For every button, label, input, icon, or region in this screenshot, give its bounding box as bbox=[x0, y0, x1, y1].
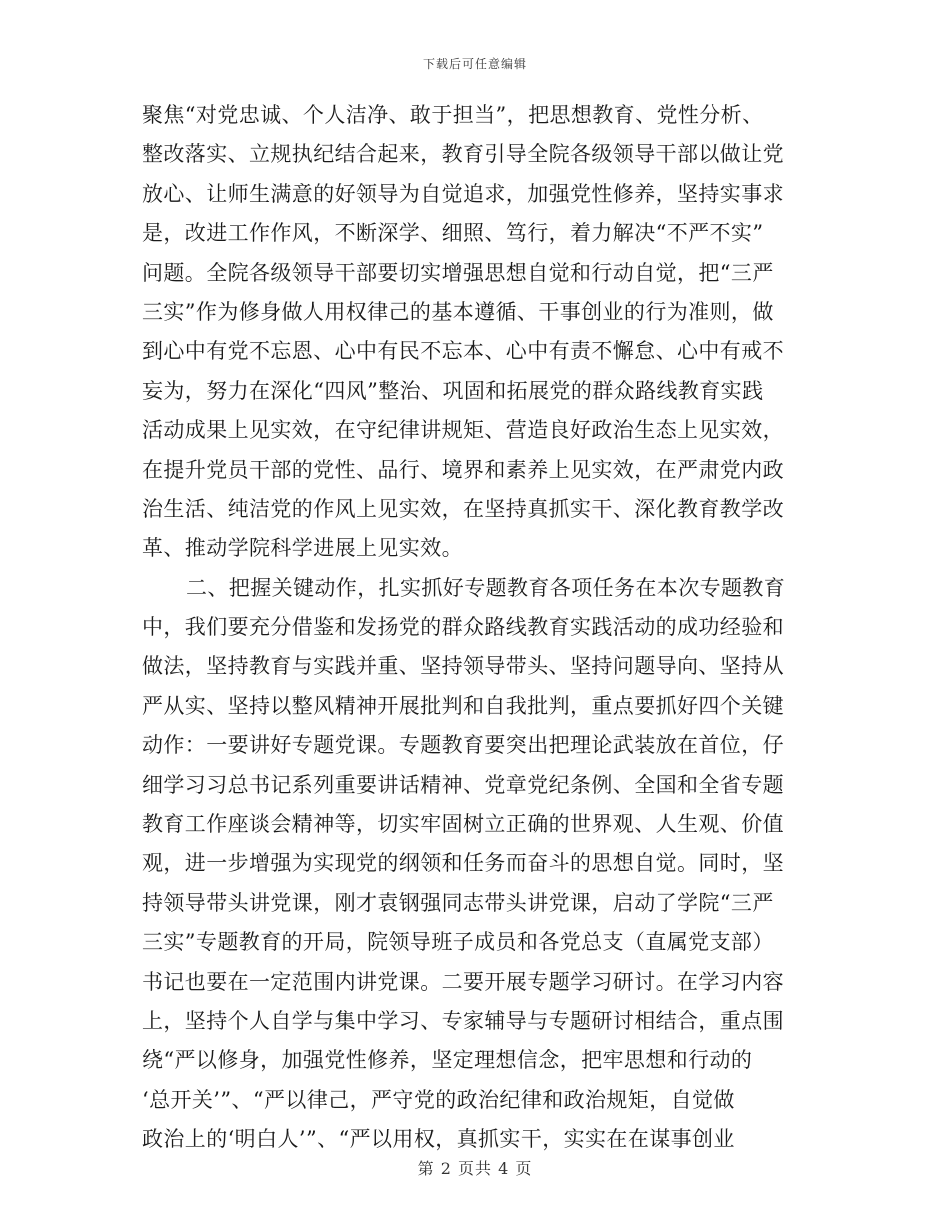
text-line: 问题。全院各级领导干部要切实增强思想自觉和行动自觉，把“三严 bbox=[142, 260, 774, 285]
text-line: 绕“严以修身，加强党性修养，坚定理想信念，把牢思想和行动的 bbox=[142, 1048, 753, 1073]
text-line: 在提升党员干部的党性、品行、境界和素养上见实效，在严肃党内政 bbox=[142, 457, 784, 482]
document-body bbox=[142, 96, 810, 1160]
text-line: 细学习习总书记系列重要讲话精神、党章党纪条例、全国和全省专题 bbox=[142, 772, 784, 797]
text-line: 书记也要在一定范围内讲党课。二要开展专题学习研讨。在学习内容 bbox=[142, 969, 784, 994]
text-line: 整改落实、立规执纪结合起来，教育引导全院各级领导干部以做让党 bbox=[142, 142, 784, 167]
text-line: 动作：一要讲好专题党课。专题教育要突出把理论武装放在首位，仔 bbox=[142, 733, 784, 758]
text-line: 中，我们要充分借鉴和发扬党的群众路线教育实践活动的成功经验和 bbox=[142, 615, 784, 640]
text-line: 聚焦“对党忠诚、个人洁净、敢于担当”，把思想教育、党性分析、 bbox=[142, 103, 764, 127]
text-line: ‘总开关’”、“严以律己，严守党的政治纪律和政治规矩，自觉做 bbox=[142, 1087, 735, 1112]
text-line: 严从实、坚持以整风精神开展批判和自我批判，重点要抓好四个关键 bbox=[142, 693, 784, 718]
text-line: 教育工作座谈会精神等，切实牢固树立正确的世界观、人生观、价值 bbox=[142, 812, 784, 837]
text-line: 上，坚持个人自学与集中学习、专家辅导与专题研讨相结合，重点围 bbox=[142, 1008, 784, 1033]
text-line: 放心、让师生满意的好领导为自觉追求，加强党性修养，坚持实事求 bbox=[142, 181, 784, 206]
text-line: 到心中有党不忘恩、心中有民不忘本、心中有责不懈怠、心中有戒不 bbox=[142, 339, 784, 364]
text-line: 三实”作为修身做人用权律己的基本遵循、干事创业的行为准则，做 bbox=[142, 299, 774, 324]
text-line: 做法，坚持教育与实践并重、坚持领导带头、坚持问题导向、坚持从 bbox=[142, 654, 784, 679]
text-line: 治生活、纯洁党的作风上见实效，在坚持真抓实干、深化教育教学改 bbox=[142, 496, 784, 521]
text-line: 是，改进工作作风，不断深学、细照、笃行，着力解决“不严不实” bbox=[142, 221, 764, 246]
text-line: 政治上的‘明白人’”、“严以用权，真抓实干，实实在在谋事创业 bbox=[142, 1127, 735, 1152]
text-line: 妄为，努力在深化“四风”整治、巩固和拓展党的群众路线教育实践 bbox=[142, 378, 764, 403]
text-line: 革、推动学院科学进展上见实效。 bbox=[142, 536, 463, 561]
text-line: 持领导带头讲党课，刚才袁钢强同志带头讲党课，启动了学院“三严 bbox=[142, 890, 774, 915]
section-heading-line: 二、把握关键动作，扎实抓好专题教育各项任务在本次专题教育 bbox=[186, 575, 786, 600]
text-line: 观，进一步增强为实现党的纲领和任务而奋斗的思想自觉。同时，坚 bbox=[142, 851, 784, 876]
text-line: 活动成果上见实效，在守纪律讲规矩、营造良好政治生态上见实效， bbox=[142, 418, 784, 443]
page-footer: 第 2 页共 4 页 bbox=[417, 1159, 533, 1178]
text-line: 三实”专题教育的开局，院领导班子成员和各党总支（直属党支部） bbox=[142, 930, 774, 955]
page-header: 下载后可任意编辑 bbox=[422, 57, 527, 71]
